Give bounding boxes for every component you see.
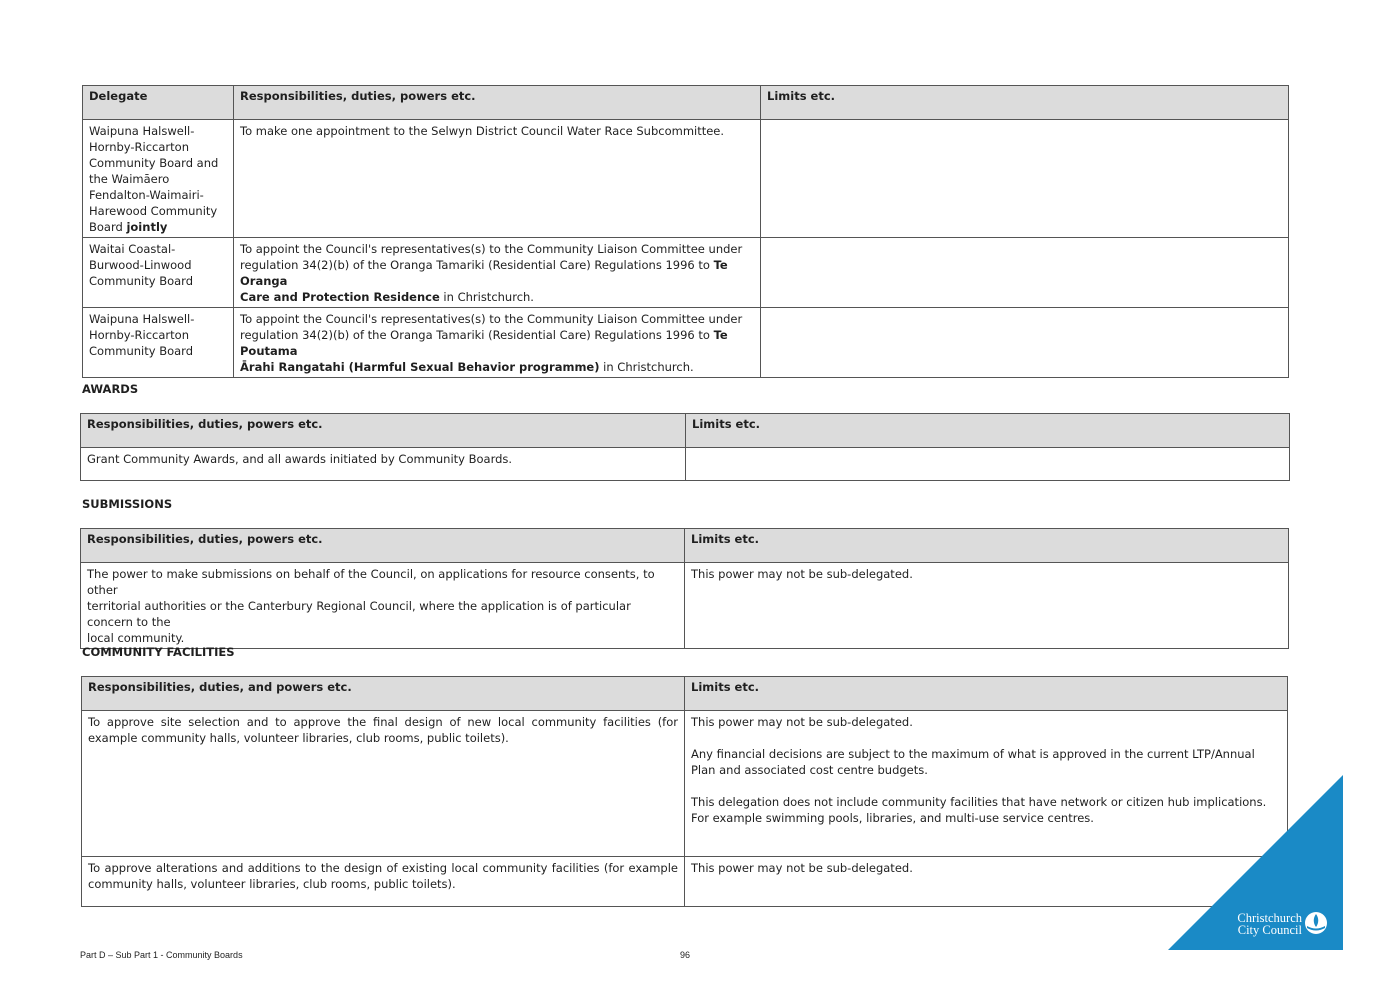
table-row bbox=[83, 308, 1289, 378]
limits-cell: This power may not be sub-delegated. Any financial decisions are subject to the maximum of what is approved in the current LTP/Annual Plan and associated cost centre budgets. This delegation does not include community facilities that have network or citizen hub implications. For example swimming pools, libraries, and multi-use service centres. bbox=[685, 711, 1288, 857]
header-responsibilities: Responsibilities, duties, powers etc. bbox=[81, 414, 686, 448]
table-row bbox=[82, 711, 1288, 857]
table-row bbox=[83, 238, 1289, 308]
header-responsibilities: Responsibilities, duties, powers etc. bbox=[81, 529, 685, 563]
submissions-heading: SUBMISSIONS bbox=[82, 497, 173, 511]
responsibility-cell: To appoint the Council's representatives(s) to the Community Liaison Committee under regulation 34(2)(b) of the Oranga Tamariki (Residential Care) Regulations 1996 to Te Poutama Ārahi Rangatahi (Harmful Sexual Behavior programme) in Christchurch. bbox=[234, 308, 761, 378]
table-row bbox=[81, 563, 1289, 649]
submissions-table bbox=[80, 528, 1289, 649]
header-limits: Limits etc. bbox=[685, 529, 1289, 563]
responsibility-cell: To approve alterations and additions to the design of existing local community facilities (for example community halls, volunteer libraries, club rooms, public toilets). bbox=[82, 857, 685, 907]
awards-heading: AWARDS bbox=[82, 382, 139, 396]
table-header-row bbox=[83, 86, 1289, 120]
responsibility-cell: The power to make submissions on behalf of the Council, on applications for resource consents, to other territorial authorities or the Canterbury Regional Council, where the application is of particular concern to the local community. bbox=[81, 563, 685, 649]
table-row bbox=[82, 857, 1288, 907]
council-logo-text: Christchurch City Council bbox=[1237, 911, 1302, 937]
table-row bbox=[81, 448, 1290, 481]
community-facilities-table bbox=[81, 676, 1288, 907]
table-row bbox=[83, 120, 1289, 238]
limits-cell: This power may not be sub-delegated. bbox=[685, 857, 1288, 907]
awards-table bbox=[80, 413, 1290, 481]
table-header-row bbox=[82, 677, 1288, 711]
header-limits: Limits etc. bbox=[686, 414, 1290, 448]
responsibility-cell: To approve site selection and to approve the final design of new local community facilities (for example community halls, volunteer libraries, club rooms, public toilets). bbox=[82, 711, 685, 857]
responsibility-cell: To appoint the Council's representatives(s) to the Community Liaison Committee under regulation 34(2)(b) of the Oranga Tamariki (Residential Care) Regulations 1996 to Te Oranga Care and Protection Residence in Christchurch. bbox=[234, 238, 761, 308]
delegate-cell: Waipuna Halswell- Hornby-Riccarton Community Board bbox=[83, 308, 234, 378]
header-responsibilities: Responsibilities, duties, and powers etc. bbox=[82, 677, 685, 711]
table-header-row bbox=[81, 414, 1290, 448]
delegate-cell: Waitai Coastal- Burwood-Linwood Community Board bbox=[83, 238, 234, 308]
header-delegate: Delegate bbox=[83, 86, 234, 120]
header-responsibilities: Responsibilities, duties, powers etc. bbox=[234, 86, 761, 120]
table-header-row bbox=[81, 529, 1289, 563]
responsibility-cell: Grant Community Awards, and all awards initiated by Community Boards. bbox=[81, 448, 686, 481]
community-facilities-heading: COMMUNITY FACILITIES bbox=[82, 645, 235, 659]
delegation-table bbox=[82, 85, 1289, 378]
limits-cell bbox=[761, 308, 1289, 378]
footer-document-title: Part D – Sub Part 1 - Community Boards bbox=[80, 950, 243, 960]
header-limits: Limits etc. bbox=[685, 677, 1288, 711]
delegate-cell: Waipuna Halswell- Hornby-Riccarton Community Board and the Waimāero Fendalton-Waimairi- Harewood Community Board jointly bbox=[83, 120, 234, 238]
cathedral-icon bbox=[1304, 911, 1328, 935]
responsibility-cell: To make one appointment to the Selwyn District Council Water Race Subcommittee. bbox=[234, 120, 761, 238]
page-number: 96 bbox=[680, 950, 691, 960]
limits-cell bbox=[761, 238, 1289, 308]
limits-cell bbox=[686, 448, 1290, 481]
header-limits: Limits etc. bbox=[761, 86, 1289, 120]
limits-cell bbox=[761, 120, 1289, 238]
limits-cell: This power may not be sub-delegated. bbox=[685, 563, 1289, 649]
